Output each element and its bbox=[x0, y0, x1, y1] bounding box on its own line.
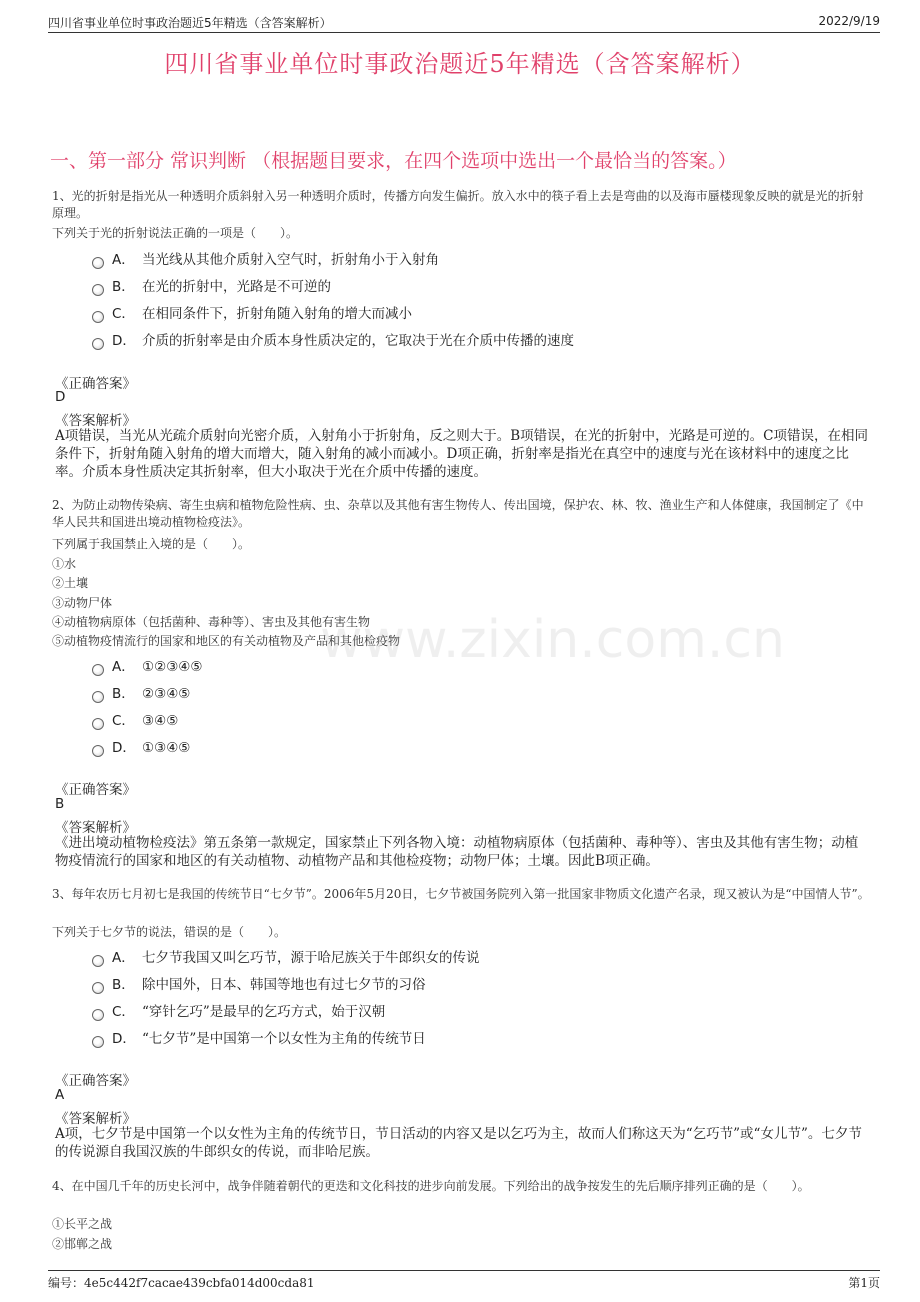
q1-answer: D bbox=[55, 389, 66, 405]
header-title: 四川省事业单位时事政治题近5年精选（含答案解析） bbox=[48, 16, 332, 30]
q3-answer: A bbox=[55, 1087, 65, 1103]
q1-option-c[interactable]: C． 在相同条件下，折射角随入射角的增大而减小 bbox=[92, 302, 412, 322]
q3-option-b[interactable]: B． 除中国外，日本、韩国等地也有过七夕节的习俗 bbox=[92, 973, 426, 993]
q2-item: ⑤动植物疫情流行的国家和地区的有关动植物及产品和其他检疫物 bbox=[52, 634, 401, 648]
page-number: 第1页 bbox=[848, 1276, 880, 1290]
section-heading: 一、第一部分 常识判断 （根据题目要求，在四个选项中选出一个最恰当的答案。） bbox=[50, 150, 737, 172]
q2-item: ④动植物病原体（包括菌种、毒种等）、害虫及其他有害生物 bbox=[52, 615, 371, 629]
q3-stem: 3、每年农历七月初七是我国的传统节日“七夕节”。2006年5月20日，七夕节被国务院列入第一批国家非物质文化遗产名录，现又被认为是“中国情人节”。 bbox=[52, 887, 870, 901]
q1-option-d[interactable]: D． 介质的折射率是由介质本身性质决定的，它取决于光在介质中传播的速度 bbox=[92, 329, 574, 349]
radio-icon[interactable] bbox=[92, 982, 104, 994]
q2-explanation: 《进出境动植物检疫法》第五条第一款规定，国家禁止下列各物入境：动植物病原体（包括菌种、毒种等）、害虫及其他有害生物；动植物疫情流行的国家和地区的有关动植物、动植物产品和其他检疫物；动物尸体；土壤。因此B项正确。 bbox=[55, 835, 859, 869]
q4-stem: 4、在中国几千年的历史长河中，战争伴随着朝代的更迭和文化科技的进步向前发展。下列给出的战争按发生的先后顺序排列正确的是（ ）。 bbox=[52, 1179, 810, 1193]
q2-stem: 2、为防止动物传染病、寄生虫病和植物危险性病、虫、杂草以及其他有害生物传人、传出国境，保护农、林、牧、渔业生产和人体健康，我国制定了《中华人民共和国进出境动植物检疫法》。 bbox=[52, 498, 864, 529]
q1-correct-label: 《正确答案》 bbox=[55, 376, 136, 392]
q2-answer: B bbox=[55, 796, 65, 812]
q1-option-b[interactable]: B． 在光的折射中，光路是不可逆的 bbox=[92, 275, 331, 295]
q1-explanation: A项错误，当光从光疏介质射向光密介质，入射角小于折射角，反之则大于。B项错误，在光的折射中，光路是可逆的。C项错误，在相同条件下，折射角随入射角的增大而增大，随入射角的减小而减小。D项正确，折射率是指光在真空中的速度与光在该材料中的速度之比率。介质本身性质决定其折射率，但大小取决于光在介质中传播的速度。 bbox=[55, 428, 868, 480]
document-title: 四川省事业单位时事政治题近5年精选（含答案解析） bbox=[164, 50, 756, 78]
page-header bbox=[48, 12, 880, 33]
q2-item: ③动物尸体 bbox=[52, 596, 113, 610]
q4-item: ①长平之战 bbox=[52, 1217, 113, 1231]
radio-icon[interactable] bbox=[92, 338, 104, 350]
q3-prompt: 下列关于七夕节的说法，错误的是（ ）。 bbox=[52, 925, 287, 939]
radio-icon[interactable] bbox=[92, 1036, 104, 1048]
watermark: www.zixin.com.cn bbox=[320, 610, 785, 670]
radio-icon[interactable] bbox=[92, 664, 104, 676]
q2-prompt: 下列属于我国禁止入境的是（ ）。 bbox=[52, 537, 251, 551]
q3-option-d[interactable]: D． “七夕节”是中国第一个以女性为主角的传统节日 bbox=[92, 1027, 426, 1047]
radio-icon[interactable] bbox=[92, 955, 104, 967]
q3-analysis-label: 《答案解析》 bbox=[55, 1111, 136, 1127]
document-code: 编号：4e5c442f7cacae439cbfa014d00cda81 bbox=[48, 1276, 315, 1290]
q3-option-a[interactable]: A． 七夕节我国又叫乞巧节，源于哈尼族关于牛郎织女的传说 bbox=[92, 946, 480, 966]
q2-option-a[interactable]: A． ①②③④⑤ bbox=[92, 655, 203, 675]
q1-option-a[interactable]: A． 当光线从其他介质射入空气时，折射角小于入射角 bbox=[92, 248, 439, 268]
q2-option-d[interactable]: D． ①③④⑤ bbox=[92, 736, 190, 756]
radio-icon[interactable] bbox=[92, 257, 104, 269]
q1-prompt: 下列关于光的折射说法正确的一项是（ ）。 bbox=[52, 226, 299, 240]
q1-analysis-label: 《答案解析》 bbox=[55, 413, 136, 429]
radio-icon[interactable] bbox=[92, 311, 104, 323]
radio-icon[interactable] bbox=[92, 691, 104, 703]
radio-icon[interactable] bbox=[92, 284, 104, 296]
q2-correct-label: 《正确答案》 bbox=[55, 782, 136, 798]
q4-item: ②邯郸之战 bbox=[52, 1237, 113, 1251]
q2-item: ②土壤 bbox=[52, 576, 89, 590]
radio-icon[interactable] bbox=[92, 718, 104, 730]
q3-correct-label: 《正确答案》 bbox=[55, 1073, 136, 1089]
page-footer bbox=[48, 1270, 880, 1291]
q3-option-c[interactable]: C． “穿针乞巧”是最早的乞巧方式，始于汉朝 bbox=[92, 1000, 385, 1020]
header-date: 2022/9/19 bbox=[818, 14, 880, 28]
q3-explanation: A项，七夕节是中国第一个以女性为主角的传统节日，节日活动的内容又是以乞巧为主，故而人们称这天为“乞巧节”或“女儿节”。七夕节的传说源自我国汉族的牛郎织女的传说，而非哈尼族。 bbox=[55, 1126, 862, 1160]
radio-icon[interactable] bbox=[92, 1009, 104, 1021]
q2-item: ①水 bbox=[52, 557, 77, 571]
q2-option-b[interactable]: B． ②③④⑤ bbox=[92, 682, 190, 702]
q1-stem: 1、光的折射是指光从一种透明介质斜射入另一种透明介质时，传播方向发生偏折。放入水中的筷子看上去是弯曲的以及海市蜃楼现象反映的就是光的折射原理。 bbox=[52, 189, 864, 220]
q2-option-c[interactable]: C． ③④⑤ bbox=[92, 709, 178, 729]
radio-icon[interactable] bbox=[92, 745, 104, 757]
q2-analysis-label: 《答案解析》 bbox=[55, 820, 136, 836]
